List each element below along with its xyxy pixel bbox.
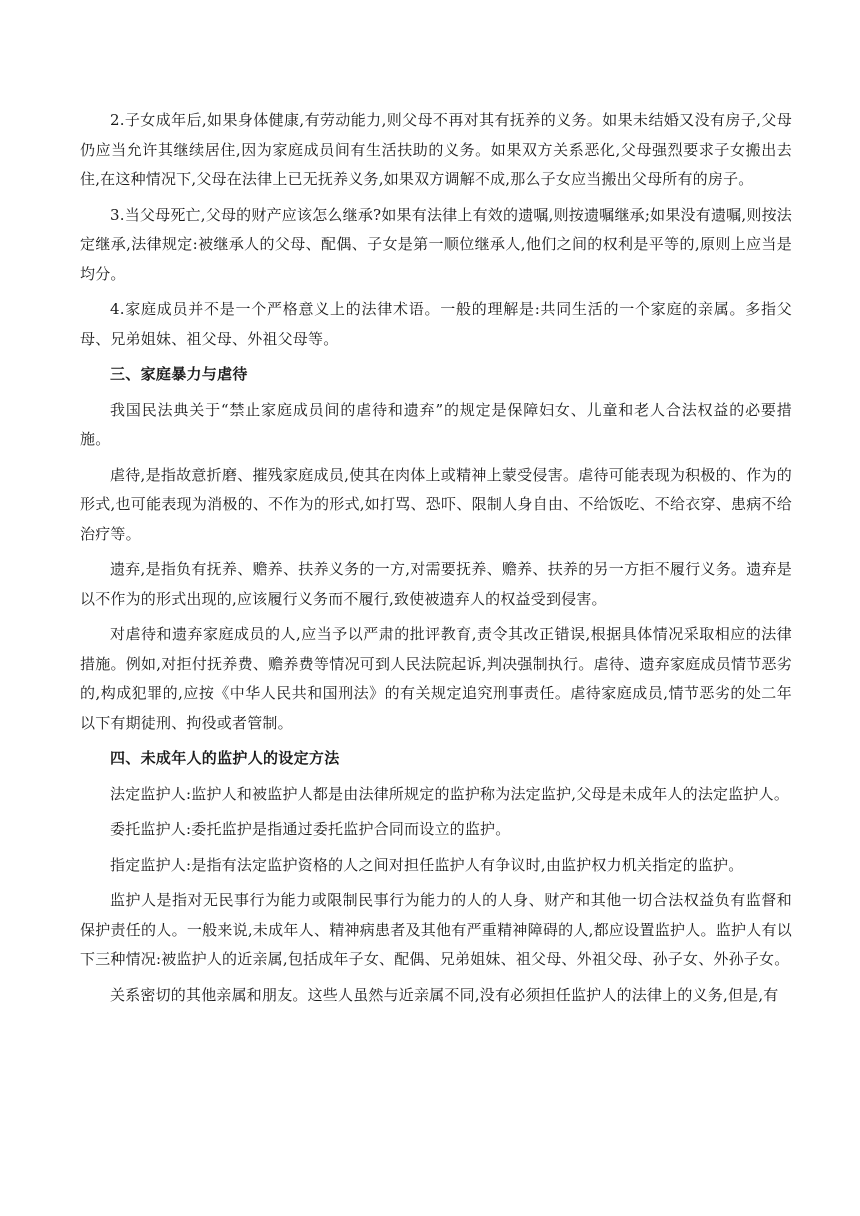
section-heading-guardian-setup: 四、未成年人的监护人的设定方法 [110,749,340,767]
paragraph-entrusted-guardian: 委托监护人:委托监护是指通过委托监护合同而设立的监护。 [110,820,511,838]
document-body [80,106,792,1016]
paragraph-item-3: 3.当父母死亡,父母的财产应该怎么继承?如果有法律上有效的遗嘱,则按遗嘱继承;如果没有遗嘱,则按法定继承,法律规定:被继承人的父母、配偶、子女是第一顺位继承人,他们之间的权利是平等的,原则上应当是均分。 [80,205,792,283]
section-heading-domestic-violence: 三、家庭暴力与虐待 [110,365,248,383]
paragraph-abandonment-definition: 遗弃,是指负有抚养、赡养、扶养义务的一方,对需要抚养、赡养、扶养的另一方拒不履行义务。遗弃是以不作为的形式出现的,应该履行义务而不履行,致使被遗弃人的权益受到侵害。 [80,560,792,608]
paragraph-abuse-definition: 虐待,是指故意折磨、摧残家庭成员,使其在肉体上或精神上蒙受侵害。虐待可能表现为积极的、作为的形式,也可能表现为消极的、不作为的形式,如打骂、恐吓、限制人身自由、不给饭吃、不给衣穿、患病不给治疗等。 [80,465,792,543]
paragraph-statutory-guardian: 法定监护人:监护人和被监护人都是由法律所规定的监护称为法定监护,父母是未成年人的法定监护人。 [110,784,790,803]
paragraph-item-4: 4.家庭成员并不是一个严格意义上的法律术语。一般的理解是:共同生活的一个家庭的亲属。多指父母、兄弟姐妹、祖父母、外祖父母等。 [80,300,792,348]
paragraph-designated-guardian: 指定监护人:是指有法定监护资格的人之间对担任监护人有争议时,由监护权力机关指定的监护。 [110,855,744,874]
paragraph-item-2: 2.子女成年后,如果身体健康,有劳动能力,则父母不再对其有抚养的义务。如果未结婚又没有房子,父母仍应当允许其继续居住,因为家庭成员间有生活扶助的义务。如果双方关系恶化,父母强烈要求子女搬出去住,在这种情况下,父母在法律上已无抚养义务,如果双方调解不成,那么子女应当搬出父母所有的房子。 [80,111,792,188]
paragraph-legal-measures: 对虐待和遗弃家庭成员的人,应当予以严肃的批评教育,责令其改正错误,根据具体情况采取相应的法律措施。例如,对拒付抚养费、赡养费等情况可到人民法院起诉,判决强制执行。虐待、遗弃家庭成员情节恶劣的,构成犯罪的,应按《中华人民共和国刑法》的有关规定追究刑事责任。虐待家庭成员,情节恶劣的处二年以下有期徒刑、拘役或者管制。 [80,625,792,732]
paragraph-civil-code-rule: 我国民法典关于“禁止家庭成员间的虐待和遗弃”的规定是保障妇女、儿童和老人合法权益的必要措施。 [80,400,792,448]
paragraph-close-relatives: 关系密切的其他亲属和朋友。这些人虽然与近亲属不同,没有必须担任监护人的法律上的义务,但是,有 [110,985,779,1004]
paragraph-guardian-definition: 监护人是指对无民事行为能力或限制民事行为能力的人的人身、财产和其他一切合法权益负有监督和保护责任的人。一般来说,未成年人、精神病患者及其他有严重精神障碍的人,都应设置监护人。监护人有以下三种情况:被监护人的近亲属,包括成年子女、配偶、兄弟姐妹、祖父母、外祖父母、孙子女、外孙子女。 [80,891,792,968]
